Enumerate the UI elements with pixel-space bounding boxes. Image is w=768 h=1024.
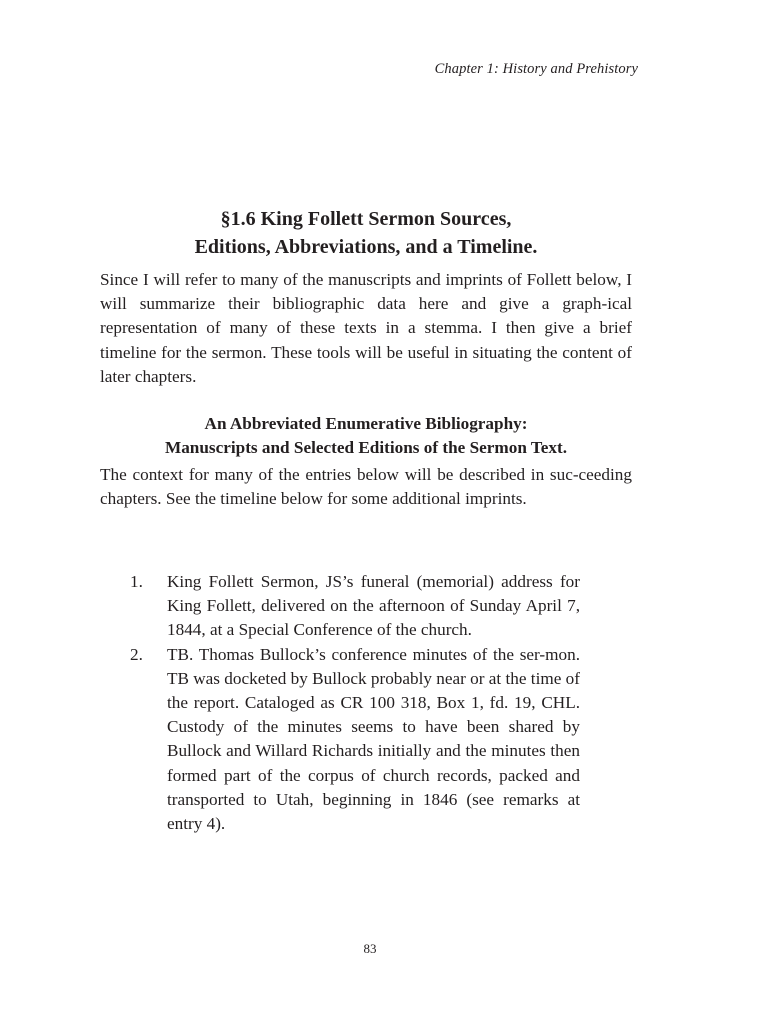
bibliography-subheading (100, 412, 632, 460)
running-head: Chapter 1: History and Prehistory (434, 61, 638, 77)
entry-text: TB. Thomas Bullock’s conference minutes of the ser-mon. TB was docketed by Bullock probably near or at the time of the report. Cataloged as CR 100 318, Box 1, fd. 19, CHL. Custody of the minutes seems to have been shared by Bullock and Willard Richards initially and the minutes then formed part of the corpus of church records, packed and transported to Utah, beginning in 1846 (see remarks at entry 4). (167, 644, 580, 834)
entry-number: 1. (130, 572, 143, 591)
section-title-line-1: §1.6 King Follett Sermon Sources, (220, 208, 512, 230)
subheading-line-1: An Abbreviated Enumerative Bibliography: (204, 414, 528, 433)
list-item (130, 570, 580, 643)
bibliography-list (130, 570, 580, 836)
subheading-line-2: Manuscripts and Selected Editions of the Sermon Text. (164, 438, 568, 457)
section-title-line-2: Editions, Abbreviations, and a Timeline. (194, 236, 538, 258)
list-item (130, 643, 580, 837)
entry-text: King Follett Sermon, JS’s funeral (memorial) address for King Follett, delivered on the afternoon of Sunday April 7, 1844, at a Special Conference of the church. (167, 572, 580, 640)
page-number: 83 (363, 941, 377, 956)
entry-number: 2. (130, 644, 143, 664)
context-paragraph: The context for many of the entries below will be described in suc-ceeding chapters. See the timeline below for some additional imprints. (100, 465, 632, 509)
section-title (100, 205, 632, 261)
intro-paragraph: Since I will refer to many of the manuscripts and imprints of Follett below, I will summarize their bibliographic data here and give a graph-ical representation of many of these texts in a stemma. I then give a brief timeline for the sermon. These tools will be useful in situating the content of later chapters. (100, 270, 632, 386)
